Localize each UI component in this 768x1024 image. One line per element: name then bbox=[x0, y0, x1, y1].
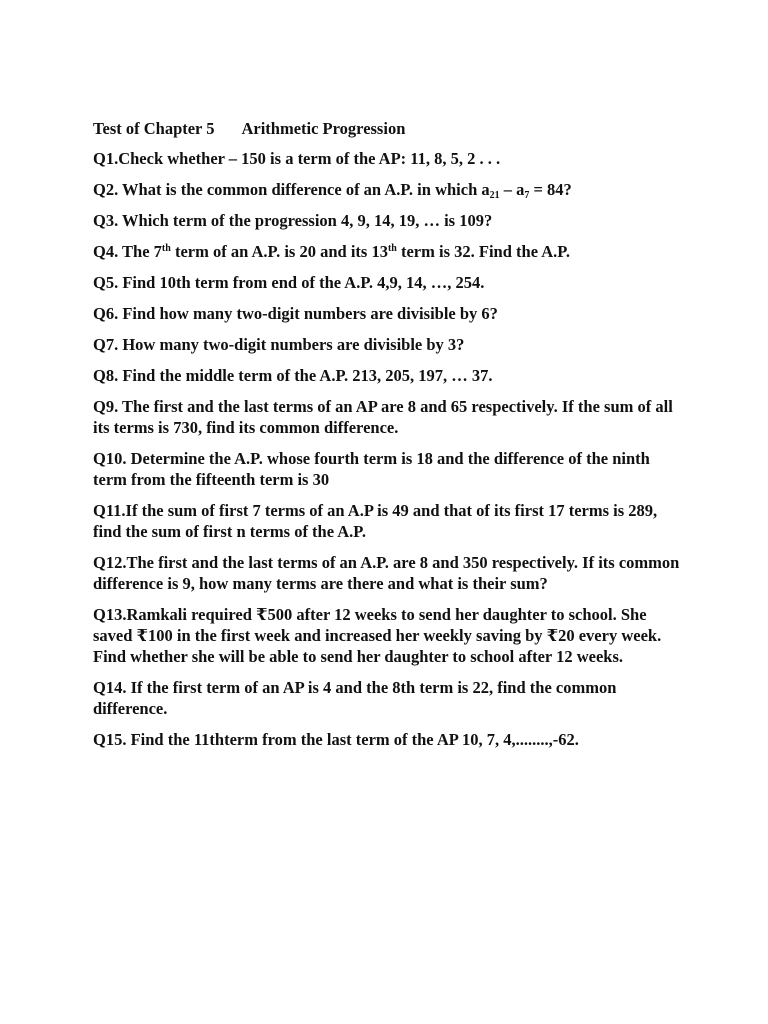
question-4 bbox=[93, 241, 683, 262]
question-14: Q14. If the first term of an AP is 4 and the 8th term is 22, find the common difference. bbox=[93, 678, 617, 718]
question-4-superscript-a: th bbox=[161, 243, 171, 254]
document-page bbox=[93, 118, 683, 760]
question-4-text-c: term is 32. Find the A.P. bbox=[396, 242, 570, 261]
question-2-subscript-a: 21 bbox=[489, 190, 500, 201]
test-label: Test of Chapter 5 bbox=[93, 119, 215, 138]
question-4-text-b: term of an A.P. is 20 and its 13 bbox=[170, 242, 388, 261]
question-1: Q1.Check whether – 150 is a term of the AP: 11, 8, 5, 2 . . . bbox=[93, 149, 501, 168]
question-2-text-a: Q2. What is the common difference of an A.P. in which a bbox=[93, 180, 490, 199]
question-4-text-a: Q4. The 7 bbox=[93, 242, 162, 261]
question-4-superscript-b: th bbox=[387, 243, 397, 254]
question-3: Q3. Which term of the progression 4, 9, 14, 19, … is 109? bbox=[93, 211, 493, 230]
question-15: Q15. Find the 11thterm from the last term of the AP 10, 7, 4,........,-62. bbox=[93, 730, 579, 749]
question-10: Q10. Determine the A.P. whose fourth term is 18 and the difference of the ninth term from the fifteenth term is 30 bbox=[93, 449, 650, 489]
question-5: Q5. Find 10th term from end of the A.P. 4,9, 14, …, 254. bbox=[93, 273, 485, 292]
chapter-title: Arithmetic Progression bbox=[241, 119, 406, 138]
document-title bbox=[93, 118, 683, 139]
question-13: Q13.Ramkali required ₹500 after 12 weeks to send her daughter to school. She saved ₹100 in the first week and increased her weekly saving by ₹20 every week. Find whether she will be able to send her daughter to school after 12 weeks. bbox=[93, 605, 662, 666]
question-2 bbox=[93, 179, 683, 200]
question-7: Q7. How many two-digit numbers are divisible by 3? bbox=[93, 335, 465, 354]
question-11: Q11.If the sum of first 7 terms of an A.P is 49 and that of its first 17 terms is 289, find the sum of first n terms of the A.P. bbox=[93, 501, 658, 541]
question-2-subscript-b: 7 bbox=[524, 190, 530, 201]
question-8: Q8. Find the middle term of the A.P. 213, 205, 197, … 37. bbox=[93, 366, 493, 385]
question-9: Q9. The first and the last terms of an AP are 8 and 65 respectively. If the sum of all its terms is 730, find its common difference. bbox=[93, 397, 673, 437]
question-12: Q12.The first and the last terms of an A.P. are 8 and 350 respectively. If its common difference is 9, how many terms are there and what is their sum? bbox=[93, 553, 680, 593]
question-6: Q6. Find how many two-digit numbers are divisible by 6? bbox=[93, 304, 498, 323]
question-2-text-c: = 84? bbox=[529, 180, 572, 199]
question-2-text-b: – a bbox=[499, 180, 525, 199]
